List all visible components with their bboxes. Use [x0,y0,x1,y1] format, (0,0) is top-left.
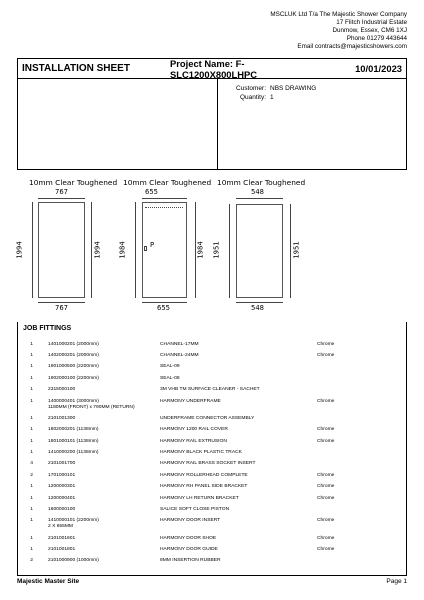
fitting-code-text: 2101001601 [48,535,76,541]
fitting-qty [18,473,33,479]
fitting-row [18,516,406,533]
quantity-row [232,93,406,102]
fitting-description [160,399,317,411]
panel-3-caption: 10mm Clear Toughened [217,178,306,187]
phone-line: Phone 01279 443644 [346,35,407,43]
panel-2-glass [142,202,187,298]
fitting-code [33,376,160,382]
panel-1-caption: 10mm Clear Toughened [29,178,118,187]
fitting-finish [317,416,406,422]
fitting-qty [18,387,33,393]
fitting-finish-text: Chrome [317,495,335,501]
fitting-finish [317,473,406,479]
fitting-finish [317,364,406,370]
fitting-finish [317,387,406,393]
fitting-description-text: HARMONY ROLLERHEAD COMPLETE [160,472,248,478]
fitting-code [33,484,160,490]
fitting-description-text: CHANNEL-24MM [160,353,199,359]
customer-info [218,79,406,169]
fitting-qty-text: 1 [30,398,33,404]
fitting-finish-text: Chrome [317,353,335,359]
fitting-qty [18,496,33,502]
fitting-finish-text: Chrome [317,547,335,553]
quantity-label: Quantity: [239,94,266,101]
fitting-qty-text: 1 [30,353,33,359]
fitting-row [18,373,406,384]
sheet-body [18,79,406,169]
panel-3-glass [236,204,283,298]
fitting-finish [317,376,406,382]
fitting-description-text: HARMONY RH PANEL SIDE BRACKET [160,484,248,490]
panel-1-glass [38,202,85,298]
panel-2-bottom-dim-line [142,302,187,303]
fitting-code-text: 1401000201 (2000mm) [48,341,99,347]
company-name: MSCLUK Ltd T/a The Majestic Shower Company [270,11,407,18]
fitting-row [18,447,406,458]
fitting-finish-text: Chrome [317,398,335,404]
fitting-qty [18,439,33,445]
fitting-finish [317,547,406,553]
fitting-description [160,461,317,467]
fitting-row [18,339,406,350]
fitting-finish [317,439,406,445]
fitting-code-text: 1802000201 (1138mm) [48,427,99,433]
fitting-finish [317,484,406,490]
fitting-row [18,350,406,361]
fitting-row [18,470,406,481]
fitting-finish [317,536,406,542]
panel-2-caption: 10mm Clear Toughened [123,178,212,187]
panel-3-bottom-dim-line [236,302,283,303]
fitting-row [18,436,406,447]
fitting-description [160,450,317,456]
fitting-row [18,504,406,515]
fitting-qty-text: 1 [30,341,33,347]
fitting-finish-text: Chrome [317,472,335,478]
fitting-qty-text: 1 [30,535,33,541]
address-line-2: Dunmow, Essex, CM6 1XJ [332,27,407,35]
fitting-finish-text: Chrome [317,535,335,541]
panel-1-left-dim-line [32,202,33,298]
fitting-qty [18,364,33,370]
fitting-row [18,482,406,493]
fitting-finish [317,342,406,348]
panel-1-bottom-width: 767 [55,304,68,312]
panel-2-right-height: 1984 [196,241,205,259]
fitting-code [33,507,160,513]
notes-area [18,79,218,169]
fitting-qty-text: 4 [30,461,33,467]
fitting-finish [317,496,406,502]
panel-2-rail-marks [145,207,183,208]
fitting-qty [18,484,33,490]
fitting-description [160,507,317,513]
fitting-code [33,387,160,393]
fitting-qty [18,376,33,382]
fitting-description-text: HARMONY DOOR INSERT [160,518,221,524]
job-fittings-box [17,322,407,576]
fitting-qty [18,518,33,530]
fitting-code-text: 1200000401 [48,495,76,501]
fitting-description-text: SEAL-08 [160,375,180,381]
fitting-description [160,496,317,502]
customer-value: NBS DRAWING [270,85,317,92]
footer-page: Page 1 [386,578,407,585]
fitting-finish [317,518,406,530]
fitting-description [160,364,317,370]
fitting-qty [18,427,33,433]
fitting-qty-text: 1 [30,415,33,421]
fitting-code-text: 2101000900 (1000mm) [48,558,99,564]
fitting-row [18,425,406,436]
fitting-description-text: UNDERFRAME CONNECTOR ASSEMBLY [160,415,255,421]
fitting-row [18,396,406,413]
fitting-finish-text: Chrome [317,518,335,524]
job-fittings-table [18,339,406,567]
panel-1-left-height: 1994 [15,241,24,259]
panel-1-bottom-dim-line [38,302,85,303]
fitting-qty-text: 1 [30,375,33,381]
fitting-code [33,439,160,445]
fitting-code-text: 1600000100 [48,506,76,512]
fitting-code-text: 2101001300 [48,415,76,421]
customer-row [232,84,406,93]
fitting-qty-text: 1 [30,484,33,490]
fitting-code-text: 1701000101 [48,472,76,478]
page-footer [17,578,407,585]
fitting-qty-text: 1 [30,506,33,512]
fitting-description-text: SEAL-09 [160,364,180,370]
fitting-description-text: 8MM INSERTION RUBBER [160,558,221,564]
fitting-code [33,473,160,479]
panel-3-top-width: 548 [251,188,264,196]
fitting-row [18,459,406,470]
fitting-row [18,533,406,544]
fitting-qty-text: 1 [30,450,33,456]
fitting-qty [18,450,33,456]
fitting-description [160,439,317,445]
glass-panel-drawing [17,176,407,326]
fitting-description-text: HARMONY 1200 RAIL COVER [160,427,228,433]
fitting-row [18,544,406,555]
fitting-qty [18,416,33,422]
panel-1-top-dim-line [38,198,85,199]
fitting-description-text: HARMONY RAIL EXTRUSION [160,438,227,444]
fitting-description-text: CHANNEL-17MM [160,341,199,347]
panel-2-top-width: 655 [145,188,158,196]
fitting-code-text: 1200000301 [48,484,76,490]
fitting-code-text: 2101001700 [48,461,76,467]
fitting-description-text: HARMONY LH RETURN BRACKET [160,495,239,501]
address-line-1: 17 Flitch Industrial Estate [336,19,407,27]
fitting-description [160,558,317,564]
fitting-qty [18,547,33,553]
quantity-value: 1 [270,94,274,101]
fitting-row [18,413,406,424]
fitting-row [18,556,406,567]
fitting-finish [317,461,406,467]
fitting-description-text: HARMONY BLACK PLASTIC TRACK [160,450,242,456]
fitting-description-text: SALICE SOFT CLOSE PISTON [160,506,230,512]
fitting-code [33,353,160,359]
fitting-finish-text: Chrome [317,484,335,490]
sheet-title: INSTALLATION SHEET [22,63,130,74]
panel-3-left-height: 1951 [212,241,221,259]
panel-3-right-dim-line [290,204,291,298]
fitting-row [18,493,406,504]
fitting-description [160,427,317,433]
project-name: Project Name: F-SLC1200X800LHPC [170,57,258,80]
fitting-qty-text: 2 [30,472,33,478]
fitting-description-text: HARMONY RAIL BRASS SOCKET INSERT [160,461,256,467]
installation-sheet-box [17,58,407,170]
fitting-code [33,416,160,422]
fitting-qty [18,461,33,467]
fitting-finish [317,558,406,564]
fitting-code [33,399,160,411]
fitting-qty-text: 1 [30,438,33,444]
fitting-description [160,518,317,530]
fitting-qty-text: 1 [30,387,33,393]
fitting-qty [18,536,33,542]
fitting-qty [18,558,33,564]
fitting-description-text: HARMONY UNDERFRAME [160,398,221,404]
fitting-description [160,376,317,382]
panel-1-top-width: 767 [55,188,68,196]
fitting-description [160,473,317,479]
fitting-finish-text: Chrome [317,427,335,433]
fitting-code-note: 2 X 655MM [48,524,74,530]
fitting-code [33,496,160,502]
panel-1-right-height: 1994 [93,241,102,259]
fitting-code-text: 1410000101 (2200mm) [48,518,99,524]
fitting-row [18,385,406,396]
fitting-code [33,461,160,467]
fitting-description [160,353,317,359]
fitting-description [160,484,317,490]
fitting-qty [18,399,33,411]
fitting-qty-text: 1 [30,547,33,553]
panel-2-left-height: 1984 [118,241,127,259]
company-address [270,11,407,51]
fitting-code-text: 1402000201 (2000mm) [48,353,99,359]
sheet-date: 10/01/2023 [355,63,402,74]
fitting-description-text: HARMONY DOOR SHOE [160,535,217,541]
fitting-code [33,450,160,456]
fitting-code [33,547,160,553]
fitting-code-text: 1901000500 (2200mm) [48,364,99,370]
fitting-qty [18,507,33,513]
fitting-code-text: 2315000100 [48,387,76,393]
footer-site: Majestic Master Site [17,578,80,585]
customer-label: Customer: [236,85,266,92]
fitting-finish [317,507,406,513]
fitting-description [160,536,317,542]
panel-3-top-dim-line [236,198,283,199]
fitting-code-text: 1410000200 (1138mm) [48,450,99,456]
fitting-code [33,558,160,564]
fitting-code-note: 1180MM (FRONT) x 790MM (RETURN) [48,404,135,410]
panel-3-bottom-width: 548 [251,304,264,312]
panel-1-right-dim-line [91,202,92,298]
fitting-qty-text: 1 [30,518,33,524]
job-fittings-title: JOB FITTINGS [23,325,72,332]
fitting-code-text: 1902000100 (2200mm) [48,375,99,381]
fitting-finish [317,450,406,456]
fitting-description-text: HARMONY DOOR GUIDE [160,547,218,553]
fitting-description [160,416,317,422]
fitting-qty-text: 2 [30,558,33,564]
fitting-description [160,547,317,553]
fitting-code [33,536,160,542]
sheet-header [18,59,406,79]
fitting-code [33,427,160,433]
fitting-qty-text: 1 [30,364,33,370]
fitting-finish [317,399,406,411]
panel-2-left-dim-line [135,202,136,298]
fitting-description [160,342,317,348]
fitting-qty [18,342,33,348]
panel-2-handle-mark [144,246,147,251]
panel-2-mark: P [150,241,155,249]
fitting-description-text: 3M VHB TM SURFACE CLEANER - SACHET [160,387,260,393]
fitting-code [33,518,160,530]
email-line: Email contracts@majesticshowers.com [297,43,407,51]
fitting-row [18,362,406,373]
fitting-code [33,364,160,370]
panel-3-left-dim-line [229,204,230,298]
fitting-finish-text: Chrome [317,341,335,347]
fitting-code-text: 1801000101 (1138mm) [48,438,99,444]
panel-2-top-dim-line [142,198,187,199]
fitting-finish [317,353,406,359]
fitting-code-text: 1400000401 (3000mm) [48,398,99,404]
fitting-description [160,387,317,393]
fitting-code [33,342,160,348]
fitting-finish-text: Chrome [317,438,335,444]
fitting-finish [317,427,406,433]
fitting-qty-text: 1 [30,495,33,501]
panel-2-bottom-width: 655 [157,304,170,312]
panel-3-right-height: 1951 [292,241,301,259]
fitting-qty [18,353,33,359]
fitting-code-text: 2101001801 [48,547,76,553]
fitting-qty-text: 1 [30,427,33,433]
